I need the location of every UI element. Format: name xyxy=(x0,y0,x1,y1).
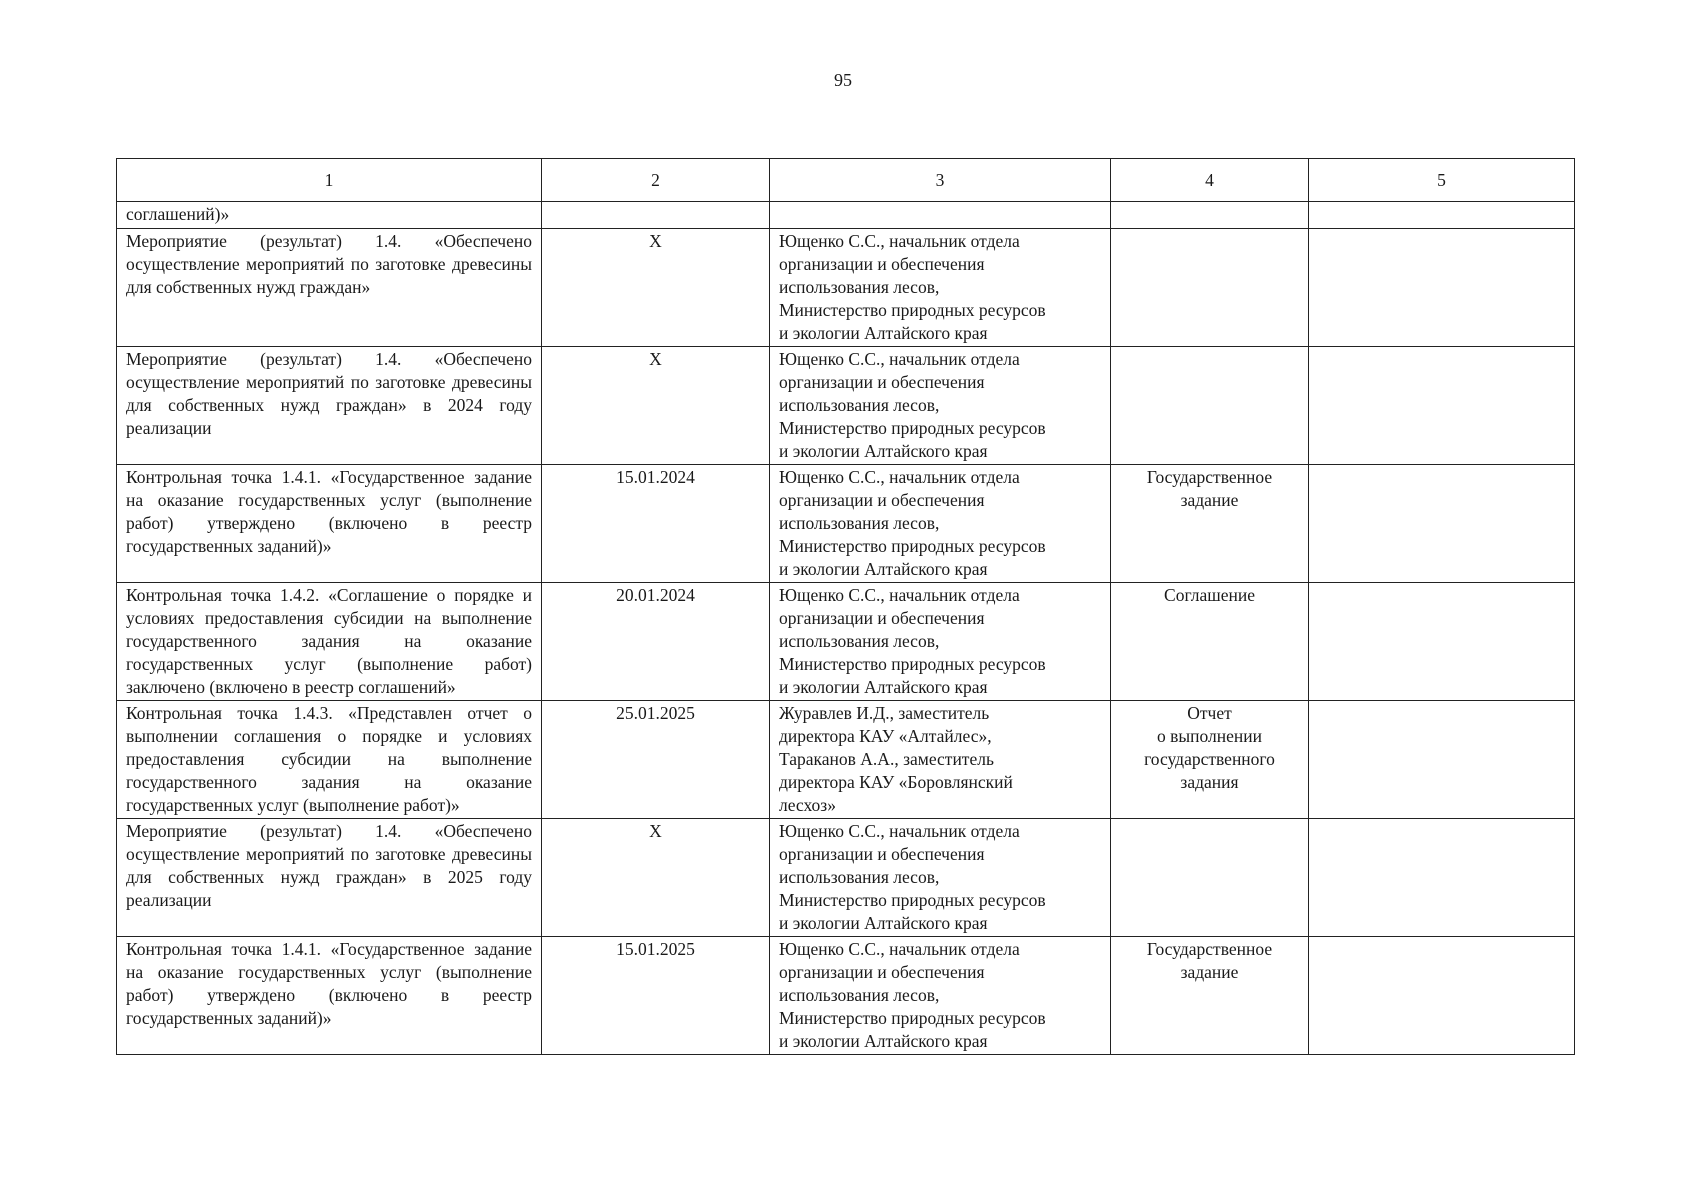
cell-event: Контрольная точка 1.4.3. «Представлен отчет о выполнении соглашения о порядке и условиях предоставления субсидии на выполнение государственного задания на оказание государственных услуг (выполнение работ)» xyxy=(117,701,542,819)
table-row xyxy=(117,701,1575,819)
cell-date: 20.01.2024 xyxy=(542,583,770,701)
cell-info-system xyxy=(1309,465,1575,583)
cell-date: Х xyxy=(542,229,770,347)
cell-date: 15.01.2025 xyxy=(542,937,770,1055)
header-cell: 2 xyxy=(542,159,770,202)
cell-document xyxy=(1111,347,1309,465)
cell-responsible: Ющенко С.С., начальник отдела организации и обеспечения использования лесов, Министерство природных ресурсов и экологии Алтайского края xyxy=(770,937,1111,1055)
page-number: 95 xyxy=(834,70,852,90)
cell-responsible xyxy=(770,202,1111,229)
cell-event: Мероприятие (результат) 1.4. «Обеспечено осуществление мероприятий по заготовке древесины для собственных нужд граждан» в 2024 году реализации xyxy=(117,347,542,465)
cell-responsible: Журавлев И.Д., заместитель директора КАУ «Алтайлес», Тараканов А.А., заместитель директора КАУ «Боровлянский лесхоз» xyxy=(770,701,1111,819)
cell-event: Контрольная точка 1.4.1. «Государственное задание на оказание государственных услуг (выполнение работ) утверждено (включено в реестр государственных заданий)» xyxy=(117,465,542,583)
cell-document xyxy=(1111,229,1309,347)
table-row xyxy=(117,229,1575,347)
header-cell: 3 xyxy=(770,159,1111,202)
cell-info-system xyxy=(1309,819,1575,937)
header-cell: 1 xyxy=(117,159,542,202)
cell-date: Х xyxy=(542,819,770,937)
table-row xyxy=(117,465,1575,583)
table-row xyxy=(117,347,1575,465)
table-row xyxy=(117,937,1575,1055)
cell-info-system xyxy=(1309,701,1575,819)
cell-event: Контрольная точка 1.4.2. «Соглашение о порядке и условиях предоставления субсидии на выполнение государственного задания на оказание государственных услуг (выполнение работ) заключено (включено в реестр соглашений» xyxy=(117,583,542,701)
cell-responsible: Ющенко С.С., начальник отдела организации и обеспечения использования лесов, Министерство природных ресурсов и экологии Алтайского края xyxy=(770,583,1111,701)
header-cell: 5 xyxy=(1309,159,1575,202)
header-row xyxy=(117,159,1575,202)
cell-responsible: Ющенко С.С., начальник отдела организации и обеспечения использования лесов, Министерство природных ресурсов и экологии Алтайского края xyxy=(770,347,1111,465)
cell-document xyxy=(1111,819,1309,937)
continuation-row xyxy=(117,202,1575,229)
cell-responsible: Ющенко С.С., начальник отдела организации и обеспечения использования лесов, Министерство природных ресурсов и экологии Алтайского края xyxy=(770,819,1111,937)
plan-table xyxy=(116,158,1575,1055)
table-row xyxy=(117,583,1575,701)
cell-document: Государственное задание xyxy=(1111,937,1309,1055)
cell-event: Мероприятие (результат) 1.4. «Обеспечено осуществление мероприятий по заготовке древесины для собственных нужд граждан» в 2025 году реализации xyxy=(117,819,542,937)
cell-event: Контрольная точка 1.4.1. «Государственное задание на оказание государственных услуг (выполнение работ) утверждено (включено в реестр государственных заданий)» xyxy=(117,937,542,1055)
cell-info-system xyxy=(1309,347,1575,465)
cell-document: Отчет о выполнении государственного задания xyxy=(1111,701,1309,819)
cell-info-system xyxy=(1309,202,1575,229)
cell-document xyxy=(1111,202,1309,229)
cell-date: Х xyxy=(542,347,770,465)
cell-event: соглашений)» xyxy=(117,202,542,229)
cell-info-system xyxy=(1309,229,1575,347)
header-cell: 4 xyxy=(1111,159,1309,202)
cell-date xyxy=(542,202,770,229)
cell-info-system xyxy=(1309,937,1575,1055)
cell-date: 15.01.2024 xyxy=(542,465,770,583)
cell-document: Соглашение xyxy=(1111,583,1309,701)
cell-info-system xyxy=(1309,583,1575,701)
cell-document: Государственное задание xyxy=(1111,465,1309,583)
table-row xyxy=(117,819,1575,937)
cell-responsible: Ющенко С.С., начальник отдела организации и обеспечения использования лесов, Министерство природных ресурсов и экологии Алтайского края xyxy=(770,465,1111,583)
cell-event: Мероприятие (результат) 1.4. «Обеспечено осуществление мероприятий по заготовке древесины для собственных нужд граждан» xyxy=(117,229,542,347)
cell-date: 25.01.2025 xyxy=(542,701,770,819)
cell-responsible: Ющенко С.С., начальник отдела организации и обеспечения использования лесов, Министерство природных ресурсов и экологии Алтайского края xyxy=(770,229,1111,347)
